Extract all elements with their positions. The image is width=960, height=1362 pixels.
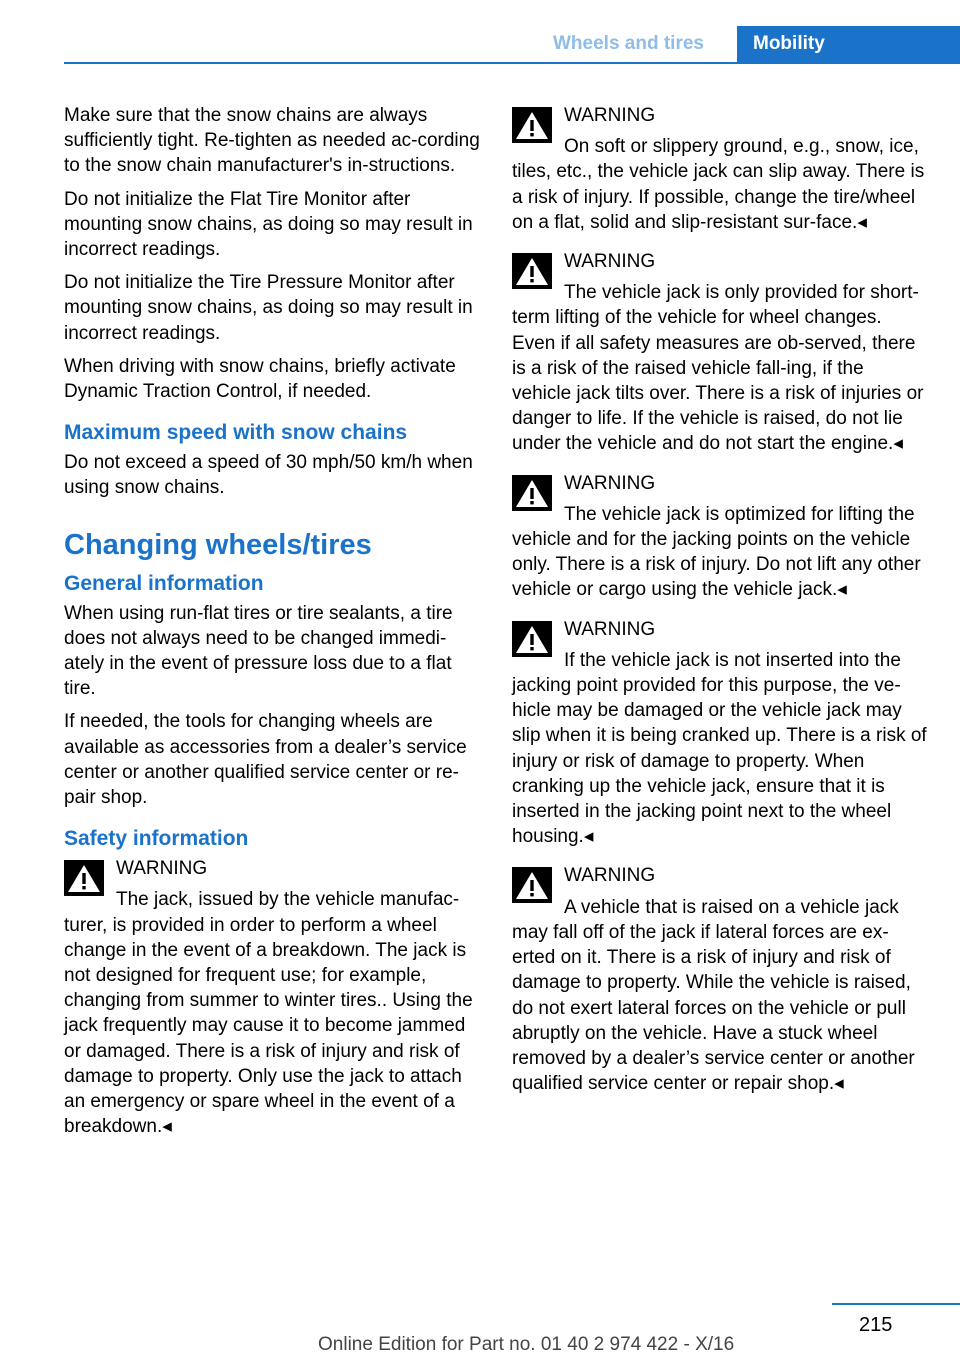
paragraph: When driving with snow chains, briefly activate Dynamic Traction Control, if needed.: [64, 355, 456, 403]
warning-triangle-icon: [64, 860, 104, 896]
heading-changing-wheels: Changing wheels/tires: [64, 528, 372, 561]
paragraph: Do not initialize the Tire Pressure Monitor after mounting snow chains, as doing so may result in incorrect readings.: [64, 272, 473, 344]
running-header-section: Wheels and tires: [553, 33, 704, 54]
heading-safety-information: Safety information: [64, 827, 249, 851]
warning-triangle-icon: [512, 475, 552, 511]
warning-block: [512, 471, 928, 603]
warning-label: WARNING: [564, 472, 656, 494]
paragraph: If needed, the tools for changing wheels are available as accessories from a dealer’s service center or another qualified service center or re‐pair shop.: [64, 711, 467, 809]
paragraph: Do not exceed a speed of 30 mph/50 km/h when using snow chains.: [64, 452, 473, 499]
warning-block: [512, 249, 928, 457]
warning-label: WARNING: [116, 858, 208, 880]
warning-triangle-icon: [512, 867, 552, 903]
warning-triangle-icon: [512, 107, 552, 143]
paragraph: Make sure that the snow chains are always sufficiently tight. Re-tighten as needed ac‐cording to the snow chain manufacturer's in‐structions.: [64, 105, 480, 177]
warning-block: [512, 617, 928, 850]
warning-text: If the vehicle jack is not inserted into the jacking point provided for this purpose, the ve‐hicle may be damaged or the vehicle jack may slip when it is being cranked up. There is a risk of injury or risk of damage to property. When cranking up the vehicle jack, ensure that it is inserted in the jacking point next to the wheel housing.◂: [512, 649, 927, 848]
paragraph: When using run-flat tires or tire sealants, a tire does not always need to be changed immedi‐ately in the event of pressure loss due to a flat tire.: [64, 602, 453, 700]
warning-label: WARNING: [564, 865, 656, 887]
warning-text: A vehicle that is raised on a vehicle jack may fall off of the jack if lateral forces are ex‐erted on it. There is a risk of injury and risk of damage to property. While the vehicle is raised, do not exert lateral forces on the vehicle or pull abruptly on the vehicle. Have a stuck wheel removed by a dealer’s service center or another qualified service center or repair shop.◂: [512, 896, 915, 1095]
warning-block: [64, 856, 480, 1139]
heading-general-information: General information: [64, 571, 264, 595]
warning-text: The vehicle jack is optimized for lifting the vehicle and for the jacking points on the vehicle only. There is a risk of injury. Do not lift any other vehicle or cargo using the vehicle jack.◂: [512, 503, 921, 601]
right-column: [512, 103, 928, 1110]
warning-text: The jack, issued by the vehicle manufac‐turer, is provided in order to perform a wheel change in the event of a breakdown. The jack is not designed for frequent use; for example, changing from summer to winter tires.. Using the jack frequently may cause it to become jammed or damaged. There is a risk of injury and risk of damage to property. Only use the jack to attach an emergency or spare wheel in the event of a breakdown.◂: [64, 889, 473, 1138]
warning-text: On soft or slippery ground, e.g., snow, ice, tiles, etc., the vehicle jack can slip away. There is a risk of injury. If possible, change the tire/wheel on a flat, solid and slip-resistant sur‐face.◂: [512, 136, 925, 233]
warning-label: WARNING: [564, 105, 656, 126]
warning-block: [512, 103, 928, 235]
page-number: 215: [859, 1314, 893, 1336]
warning-label: WARNING: [564, 618, 656, 640]
paragraph: Do not initialize the Flat Tire Monitor after mounting snow chains, as doing so may result in incorrect readings.: [64, 188, 473, 261]
left-column: [64, 103, 480, 1154]
warning-label: WARNING: [564, 251, 656, 273]
footer-rule: [832, 1303, 960, 1305]
warning-text: The vehicle jack is only provided for short-term lifting of the vehicle for wheel changes. Even if all safety measures are ob‐served, there is a risk of the raised vehicle fall‐ing, if the vehicle jack tilts over. There is a risk of injuries or danger to life. If the vehicle is raised, do not lie under the vehicle and do not start the engine.◂: [512, 282, 924, 455]
warning-triangle-icon: [512, 253, 552, 289]
warning-triangle-icon: [512, 621, 552, 657]
warning-block: [512, 863, 928, 1096]
heading-max-speed: Maximum speed with snow chains: [64, 421, 408, 445]
running-header-chapter: Mobility: [737, 26, 960, 62]
footer-edition: Online Edition for Part no. 01 40 2 974 422 - X/16: [318, 1334, 735, 1355]
header-rule: [64, 62, 960, 64]
